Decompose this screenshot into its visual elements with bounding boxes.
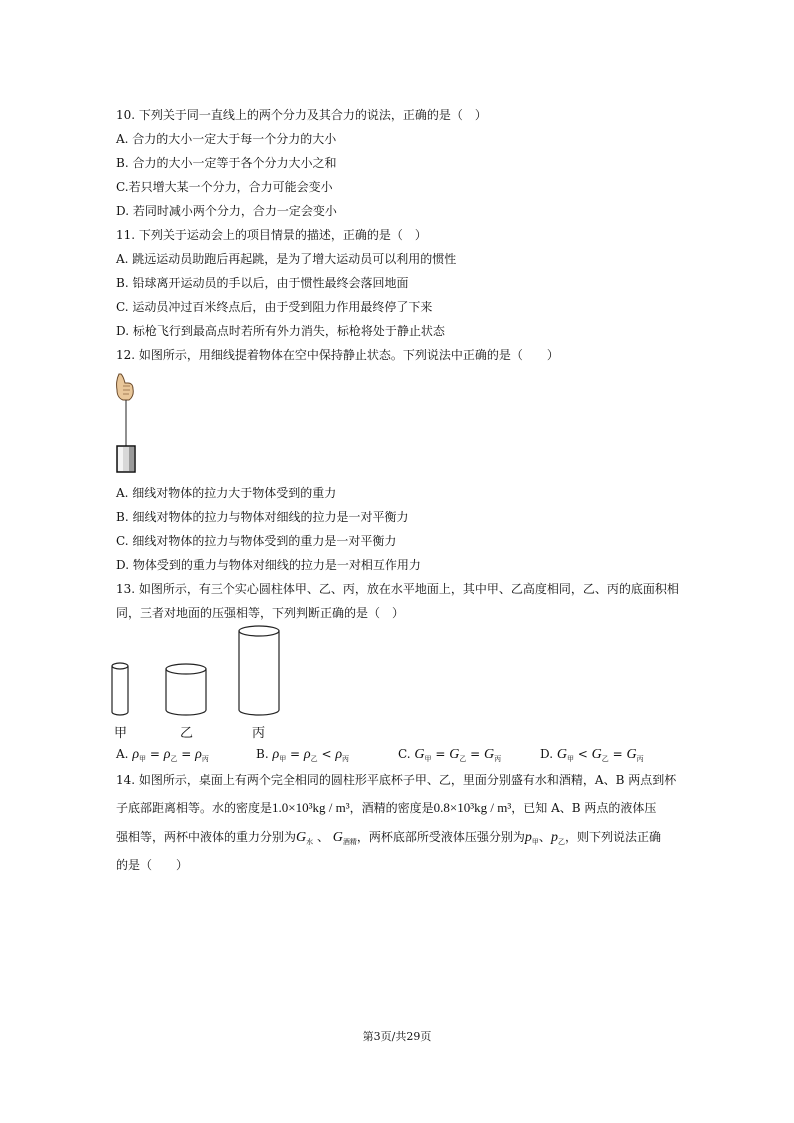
q14-line2: 子底部距离相等。水的密度是1.0×10³kg / m³，酒精的密度是0.8×10³kg / m³，已知 A、B 两点的液体压	[116, 800, 657, 815]
q13-stem-line1: 13. 如图所示，有三个实心圆柱体甲、乙、丙，放在水平地面上，其中甲、乙高度相同，乙、丙的底面积相	[116, 582, 679, 596]
q14-line3: 强相等，两杯中液体的重力分别为$G_水$ 、 $G_{酒精}$，两杯底部所受液体压强分别为$p_甲$、$p_乙$，则下列说法正确	[116, 830, 661, 846]
q10-option-c: C.若只增大某一个分力，合力可能会变小	[116, 180, 333, 194]
cylinder-label-bing: 丙	[252, 726, 266, 741]
page-number-footer: 第3页/共29页	[362, 1030, 432, 1043]
q13-option-a: A. $\rho_甲 = \rho_乙 = \rho_丙$	[116, 747, 209, 763]
q12-stem: 12. 如图所示，用细线提着物体在空中保持静止状态。下列说法中正确的是（ ）	[116, 348, 559, 362]
q12-option-d: D. 物体受到的重力与物体对细线的拉力是一对相互作用力	[116, 558, 421, 572]
q12-option-a: A. 细线对物体的拉力大于物体受到的重力	[116, 486, 337, 500]
q10-option-b: B. 合力的大小一定等于各个分力大小之和	[116, 156, 337, 170]
q12-option-c: C. 细线对物体的拉力与物体受到的重力是一对平衡力	[116, 534, 397, 548]
q13-option-c: C. $G_甲 = G_乙 = G_丙$	[398, 747, 502, 763]
q13-option-d: D. $G_甲 < G_乙 = G_丙$	[540, 747, 644, 763]
q11-stem: 11. 下列关于运动会上的项目情景的描述，正确的是（ ）	[116, 228, 427, 242]
hanging-block	[117, 446, 135, 472]
hand-holding-string-figure	[110, 372, 142, 476]
cylinder-yi	[166, 664, 206, 715]
q11-option-a: A. 跳远运动员助跑后再起跳，是为了增大运动员可以利用的惯性	[116, 252, 457, 266]
q14-line4: 的是（ ）	[116, 858, 189, 872]
q14-line1: 14. 如图所示，桌面上有两个完全相同的圆柱形平底杯子甲、乙，里面分别盛有水和酒精，A、B 两点到杯	[116, 773, 677, 787]
q10-stem: 10. 下列关于同一直线上的两个分力及其合力的说法，正确的是（ ）	[116, 108, 487, 122]
three-cylinders-figure	[106, 624, 286, 724]
q10-option-a: A. 合力的大小一定大于每一个分力的大小	[116, 132, 337, 146]
cylinder-jia	[112, 663, 128, 715]
cylinder-bing	[239, 626, 279, 715]
hand-icon	[117, 374, 134, 400]
alcohol-density-value: 0.8×10³kg / m³	[433, 800, 512, 815]
cylinder-label-jia: 甲	[114, 726, 128, 741]
q13-stem-line2: 同，三者对地面的压强相等，下列判断正确的是（ ）	[116, 606, 405, 620]
q11-option-d: D. 标枪飞行到最高点时若所有外力消失，标枪将处于静止状态	[116, 324, 445, 338]
q13-option-b: B. $\rho_甲 = \rho_乙 < \rho_丙$	[256, 747, 350, 763]
cylinder-label-yi: 乙	[180, 726, 194, 741]
q12-option-b: B. 细线对物体的拉力与物体对细线的拉力是一对平衡力	[116, 510, 409, 524]
water-density-value: 1.0×10³kg / m³	[272, 800, 350, 815]
q11-option-c: C. 运动员冲过百米终点后，由于受到阻力作用最终停了下来	[116, 300, 433, 314]
q10-option-d: D. 若同时减小两个分力，合力一定会变小	[116, 204, 337, 218]
q11-option-b: B. 铅球离开运动员的手以后，由于惯性最终会落回地面	[116, 276, 409, 290]
